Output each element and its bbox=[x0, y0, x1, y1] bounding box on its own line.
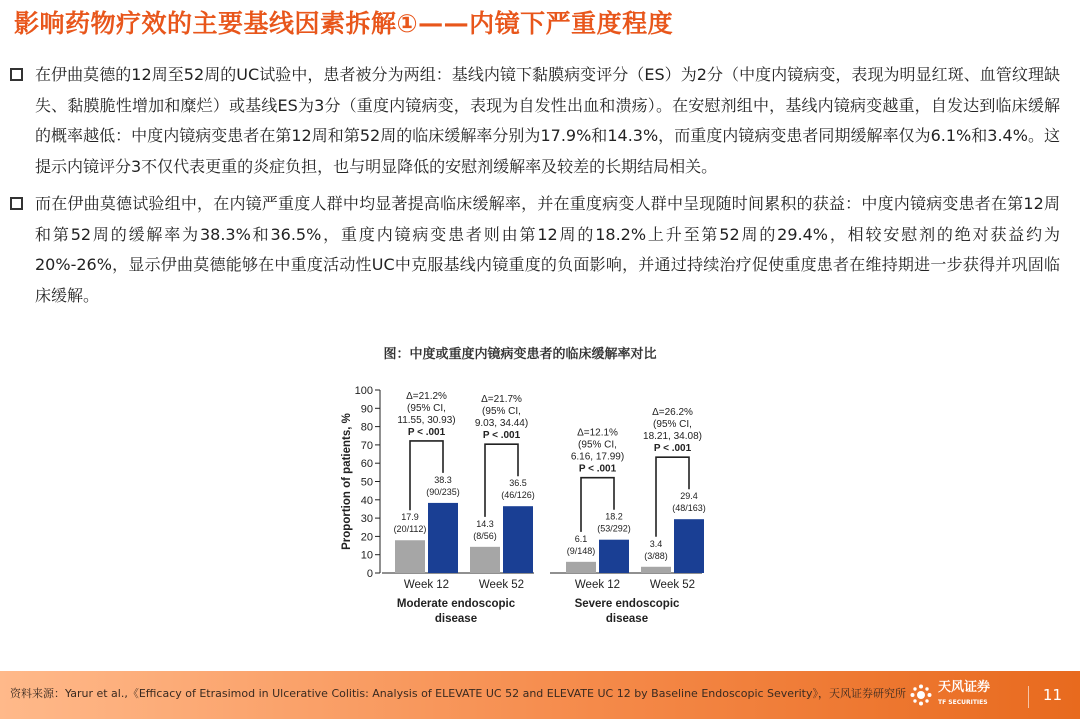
delta-annotation: 6.16, 17.99) bbox=[570, 451, 625, 463]
bar-value-label: 18.2 bbox=[605, 511, 623, 522]
y-tick-label: 40 bbox=[360, 494, 373, 507]
group-label: Severe endoscopic bbox=[574, 598, 680, 610]
delta-annotation: Δ=12.1% bbox=[577, 427, 618, 439]
bullet-text: 在伊曲莫德的12周至52周的UC试验中，患者被分为两组：基线内镜下黏膜病变评分（ES）为2分（中度内镜病变，表现为明显红斑、血管纹理缺失、黏膜脆性增加和糜烂）或基线ES为3分（重度内镜病变，表现为自发性出血和溃疡）。在安慰剂组中，基线内镜病变越重，自发达到临床缓解的概率越低：中度内镜病变患者在第12周和第52周的临床缓解率分别为17.9%和14.3%，而重度内镜病变患者同期缓解率仅为6.1%和3.4%。这提示内镜评分3不仅代表更重的炎症负担，也与明显降低的安慰剂缓解率及较差的长期结局相关。 bbox=[35, 65, 1060, 176]
delta-annotation: 9.03, 34.44) bbox=[474, 418, 529, 430]
x-tick-label: Week 52 bbox=[649, 579, 696, 591]
square-bullet-icon bbox=[10, 68, 23, 81]
delta-annotation: 18.21, 34.08) bbox=[643, 431, 702, 443]
bullet-list bbox=[10, 60, 1060, 318]
bar bbox=[599, 540, 629, 573]
chart-title: 图：中度或重度内镜病变患者的临床缓解率对比 bbox=[383, 347, 657, 362]
delta-annotation: (95% CI, bbox=[482, 406, 521, 418]
y-tick-label: 50 bbox=[360, 476, 373, 489]
p-value-label: P < .001 bbox=[653, 443, 692, 455]
bar-count-label: (90/235) bbox=[426, 486, 460, 497]
delta-annotation: Δ=21.7% bbox=[481, 394, 522, 406]
p-value-label: P < .001 bbox=[407, 426, 446, 438]
square-bullet-icon bbox=[10, 197, 23, 210]
bar-count-label: (46/126) bbox=[501, 490, 535, 501]
x-tick-label: Week 12 bbox=[574, 579, 621, 591]
logo-wordmark bbox=[938, 681, 990, 709]
bar-count-label: (53/292) bbox=[597, 523, 631, 534]
y-tick-label: 70 bbox=[360, 439, 373, 452]
y-tick-label: 90 bbox=[360, 403, 373, 416]
bar-value-label: 14.3 bbox=[476, 518, 494, 529]
bar-chart bbox=[330, 372, 730, 632]
delta-annotation: 11.55, 30.93) bbox=[397, 414, 456, 426]
group-label: disease bbox=[434, 613, 478, 625]
bar-value-label: 3.4 bbox=[649, 538, 663, 549]
bar-count-label: (20/112) bbox=[393, 524, 427, 535]
source-note: 资料来源：Yarur et al.,《Efficacy of Etrasimod in Ulcerative Colitis: Analysis of ELEVATE UC 52 and ELEVATE UC 12 by Baseline Endoscopic Severity》，天风证券研究所 bbox=[10, 687, 906, 700]
group-label: disease bbox=[605, 613, 649, 625]
bar bbox=[395, 540, 425, 573]
p-value-label: P < .001 bbox=[482, 430, 521, 442]
bar-value-label: 17.9 bbox=[401, 512, 419, 523]
y-axis-label: Proportion of patients, % bbox=[341, 413, 353, 550]
logo-subtext: TF SECURITIES bbox=[938, 699, 988, 706]
bullet-text: 而在伊曲莫德试验组中，在内镜严重度人群中均显著提高临床缓解率，并在重度病变人群中呈现随时间累积的获益：中度内镜病变患者在第12周和第52周的缓解率为38.3%和36.5%，重度内镜病变患者则由第12周的18.2%上升至第52周的29.4%，相较安慰剂的绝对获益约为20%-26%，显示伊曲莫德能够在中重度活动性UC中克服基线内镜重度的负面影响，并通过持续治疗促使重度患者在维持期进一步获得并巩固临床缓解。 bbox=[35, 194, 1060, 305]
y-tick-label: 30 bbox=[360, 513, 373, 526]
bar bbox=[503, 506, 533, 573]
bar-count-label: (48/163) bbox=[672, 503, 706, 514]
bullet-item bbox=[10, 189, 1060, 311]
tf-securities-logo-icon bbox=[910, 684, 932, 706]
p-value-label: P < .001 bbox=[578, 463, 617, 475]
y-tick-label: 100 bbox=[354, 385, 373, 397]
delta-annotation: (95% CI, bbox=[407, 402, 446, 414]
y-tick-label: 0 bbox=[366, 568, 373, 580]
bar-value-label: 38.3 bbox=[434, 474, 452, 485]
x-tick-label: Week 12 bbox=[403, 579, 450, 591]
delta-annotation: Δ=26.2% bbox=[652, 407, 693, 419]
bar bbox=[641, 567, 671, 573]
company-logo bbox=[910, 681, 990, 709]
group-label: Moderate endoscopic bbox=[396, 598, 516, 610]
bar-value-label: 6.1 bbox=[574, 533, 588, 544]
bar-count-label: (8/56) bbox=[473, 530, 497, 541]
logo-text: 天风证券 bbox=[938, 680, 991, 695]
delta-annotation: (95% CI, bbox=[653, 419, 692, 431]
y-tick-label: 60 bbox=[360, 458, 373, 471]
y-tick-label: 10 bbox=[360, 549, 373, 562]
delta-annotation: Δ=21.2% bbox=[406, 390, 447, 402]
footer bbox=[0, 671, 1080, 719]
bar bbox=[674, 519, 704, 573]
bar bbox=[428, 503, 458, 573]
y-tick-label: 80 bbox=[360, 421, 373, 434]
page-title: 影响药物疗效的主要基线因素拆解①——内镜下严重度程度 bbox=[14, 9, 674, 38]
bullet-item bbox=[10, 60, 1060, 182]
bar-count-label: (3/88) bbox=[644, 550, 668, 561]
bar-count-label: (9/148) bbox=[566, 545, 596, 556]
bar bbox=[566, 562, 596, 573]
page-number: 11 bbox=[1028, 686, 1062, 708]
x-tick-label: Week 52 bbox=[478, 579, 525, 591]
bar-value-label: 29.4 bbox=[680, 491, 698, 502]
y-tick-label: 20 bbox=[360, 531, 373, 544]
delta-annotation: (95% CI, bbox=[578, 439, 617, 451]
bar-value-label: 36.5 bbox=[509, 478, 527, 489]
bar bbox=[470, 547, 500, 573]
